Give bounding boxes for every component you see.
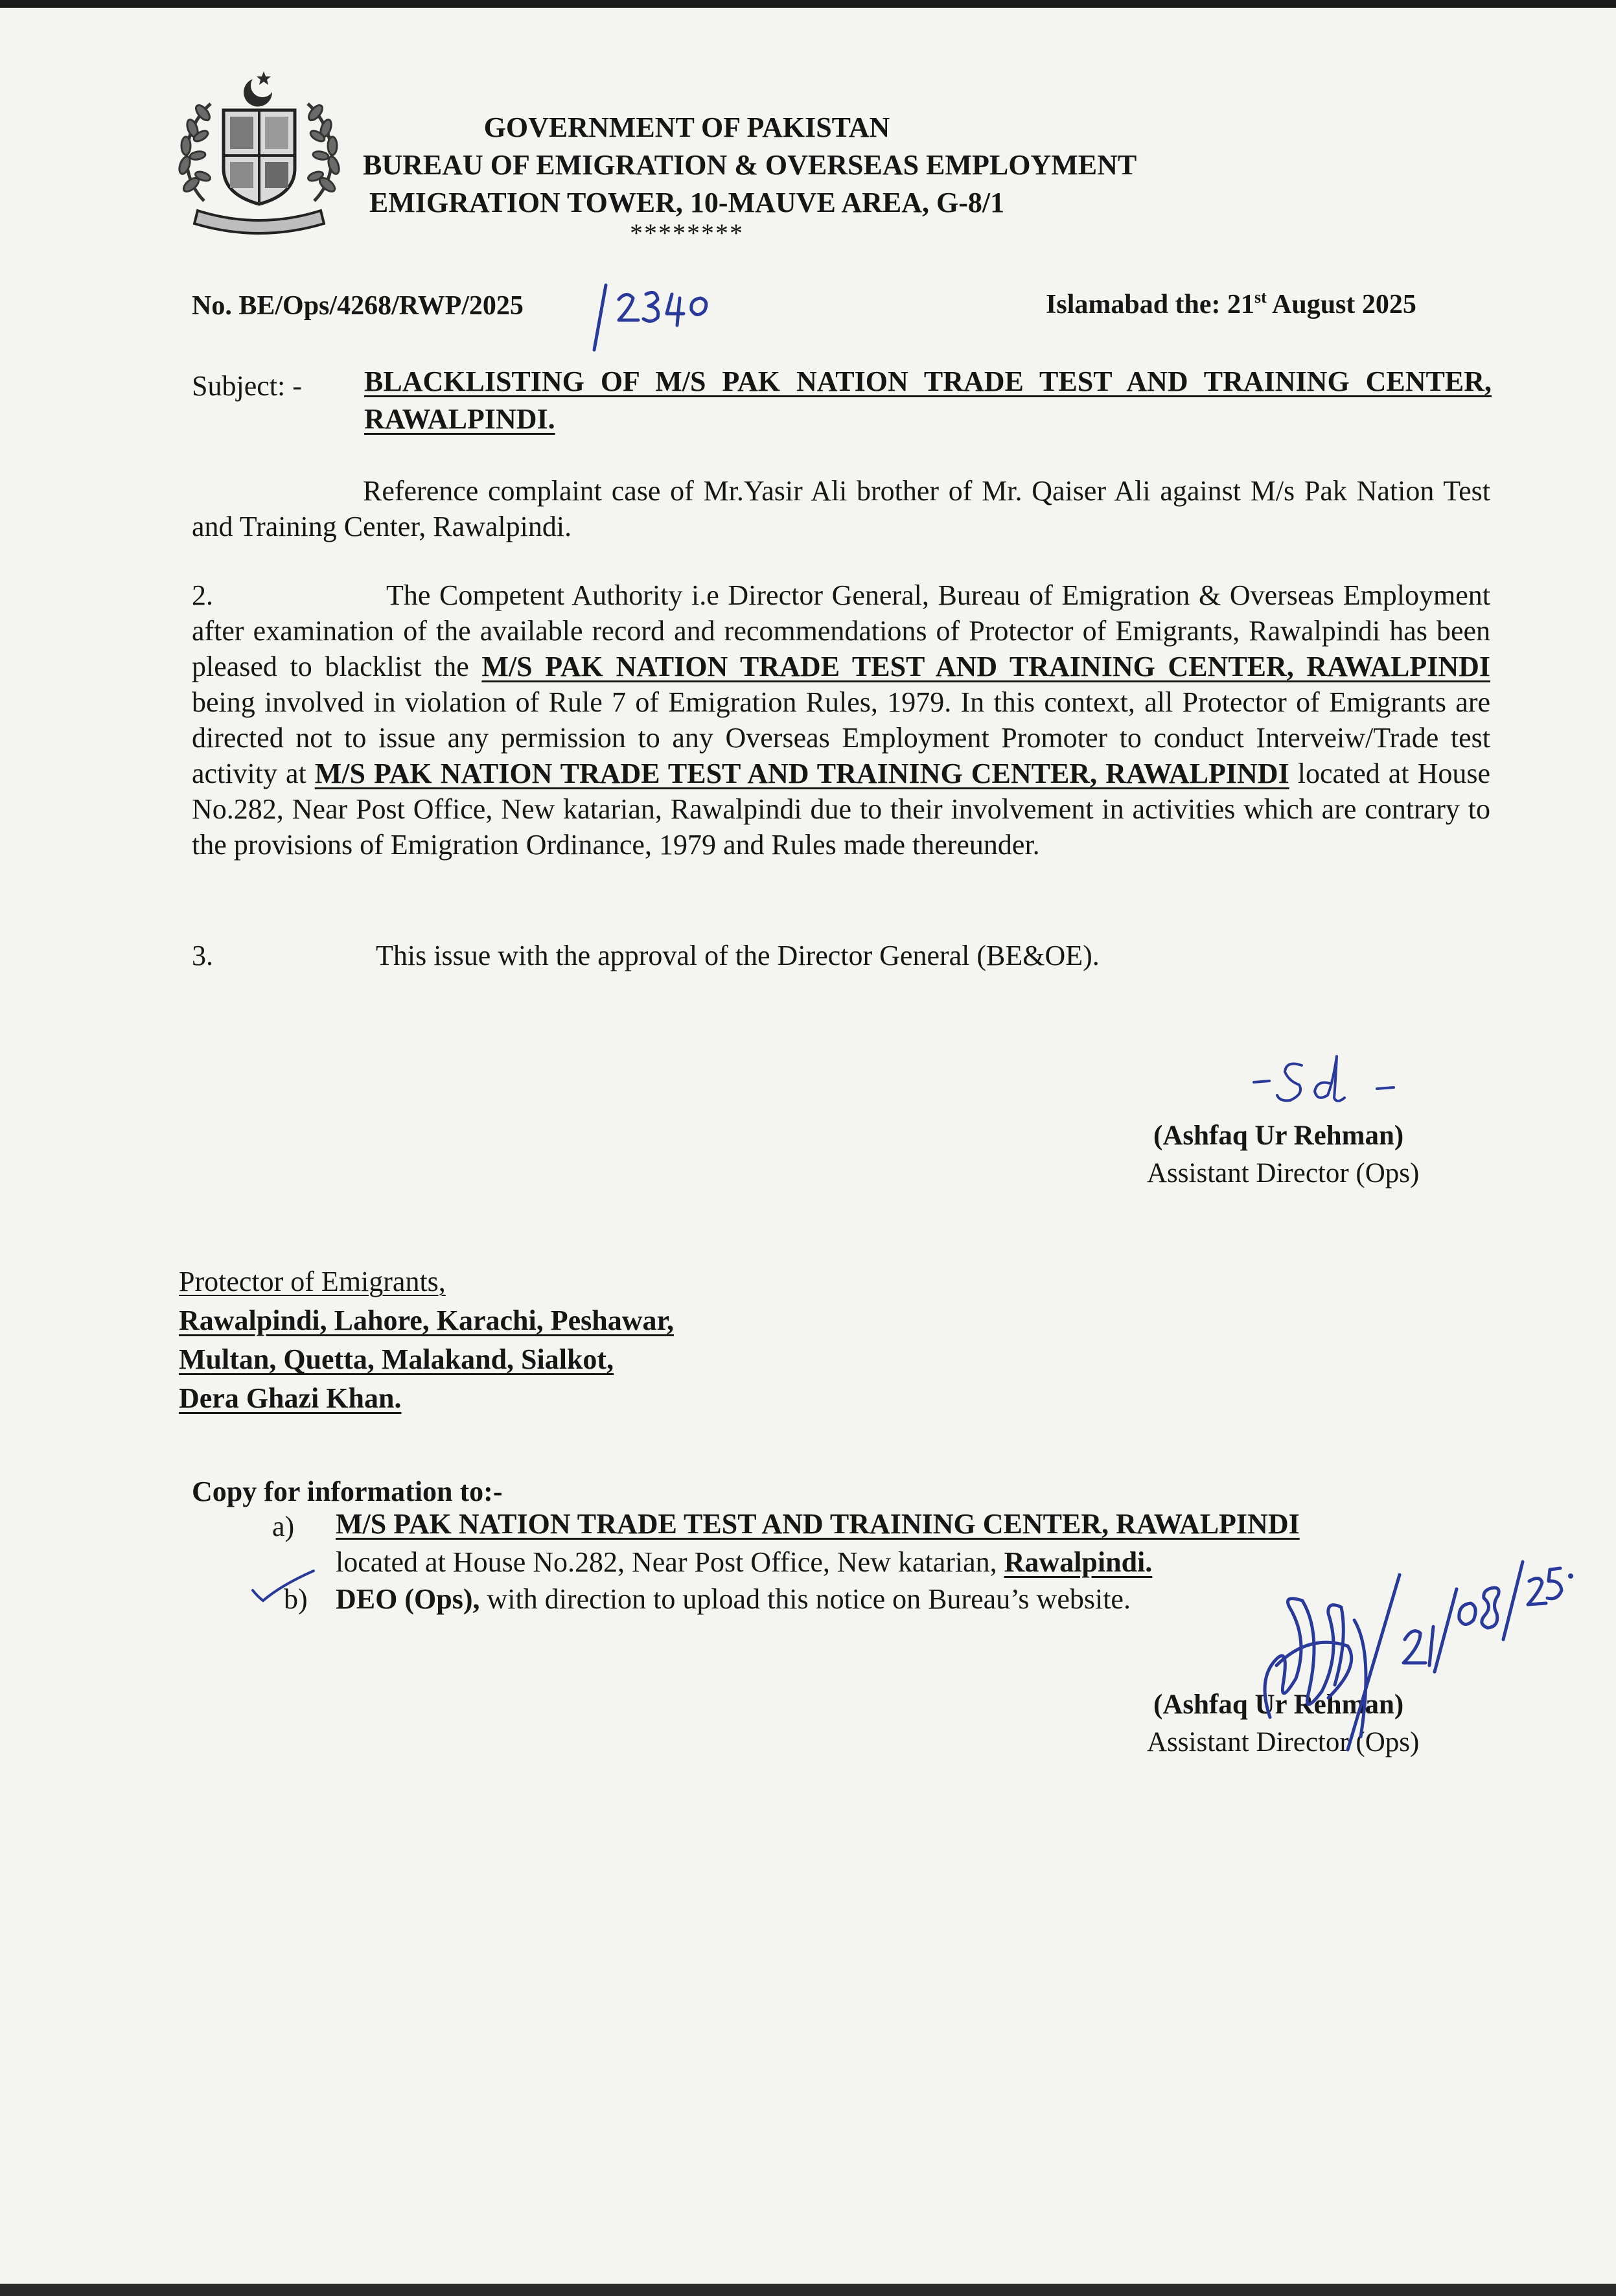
scan-border-top (0, 0, 1616, 8)
letterhead-bureau: BUREAU OF EMIGRATION & OVERSEAS EMPLOYMENT (363, 149, 1137, 181)
handwritten-sd-signature (1247, 1043, 1416, 1115)
signatory-title-2: Assistant Director (Ops) (1147, 1727, 1420, 1757)
copy-item-b-text (336, 1581, 1131, 1618)
distribution-line-2: Rawalpindi, Lahore, Karachi, Peshawar, (179, 1305, 674, 1336)
distribution-line-4: Dera Ghazi Khan. (179, 1382, 402, 1414)
distribution-line-1: Protector of Emigrants, (179, 1266, 446, 1297)
date-month-year: August 2025 (1266, 290, 1416, 319)
letterhead-address: EMIGRATION TOWER, 10-MAUVE AREA, G-8/1 (369, 187, 1005, 218)
subject-title: BLACKLISTING OF M/S PAK NATION TRADE TEST AND TRAINING CENTER, RAWALPINDI. (364, 365, 1492, 435)
copy-item-a-label: a) (272, 1511, 295, 1542)
copy-item-b-recipient: DEO (Ops), (336, 1583, 480, 1615)
handwritten-dispatch-number (586, 266, 755, 363)
copy-item-a-address (336, 1544, 1152, 1581)
reference-number: No. BE/Ops/4268/RWP/2025 (192, 291, 524, 321)
distribution-list (179, 1262, 674, 1418)
paragraph-3-text: This issue with the approval of the Director General (BE&OE). (376, 940, 1100, 971)
copy-item-b-instruction: with direction to upload this notice on Bureau’s website. (479, 1583, 1131, 1615)
paragraph-2-text-c: being involved in violation of Rule 7 of Emigration Rules, 1979. In this context, all Protector of Emigrants are directed not to issue any permission to any Overseas Employment Promoter to conduct Interveiw/Trade test activity at (192, 686, 1490, 789)
copy-item-a-address-text: located at House No.282, Near Post Office, New katarian, (336, 1546, 1004, 1578)
paragraph-3 (192, 938, 1490, 973)
handwritten-signature-with-date (1251, 1536, 1575, 1763)
paragraph-2-text-a: The Competent Authority i.e Director General, Bureau of Emigration & Overseas Employment after examination of the available record and recommendations of Protector of Emigrants, Rawalpindi has been pleased to blacklist the (192, 579, 1490, 682)
subject-text (364, 363, 1492, 438)
paragraph-2-number: 2. (192, 579, 213, 611)
signatory-title: Assistant Director (Ops) (1147, 1158, 1420, 1189)
paragraph-1: Reference complaint case of Mr.Yasir Ali brother of Mr. Qaiser Ali against M/s Pak Nation Test and Training Center, Rawalpindi. (192, 475, 1490, 542)
copy-heading: Copy for information to:- (192, 1476, 503, 1507)
letterhead-stars: ******** (630, 218, 744, 248)
letterhead-government: GOVERNMENT OF PAKISTAN (483, 111, 890, 143)
signatory-name-2: (Ashfaq Ur Rehman) (1153, 1689, 1404, 1720)
letterhead (363, 109, 1137, 248)
subject-label: Subject: - (192, 370, 302, 402)
paragraph-2-company-name-2: M/S PAK NATION TRADE TEST AND TRAINING CENTER, RAWALPINDI (314, 758, 1289, 789)
paragraph-2-text-e: located at House No.282, Near Post Office, New katarian, Rawalpindi due to their involvement in activities which are contrary to the provisions of Emigration Ordinance, 1979 and Rules made thereunder. (192, 758, 1490, 861)
copy-item-a-text: M/S PAK NATION TRADE TEST AND TRAINING CENTER, RAWALPINDI (336, 1508, 1300, 1540)
handwritten-tick-icon (249, 1562, 320, 1614)
date-ordinal: st (1254, 288, 1267, 307)
copy-item-a-city: Rawalpindi. (1004, 1546, 1153, 1578)
paragraph-2-company-name: M/S PAK NATION TRADE TEST AND TRAINING CENTER, RAWALPINDI (481, 651, 1490, 682)
signatory-name: (Ashfaq Ur Rehman) (1153, 1120, 1404, 1151)
paragraph-2 (192, 577, 1490, 863)
paragraph-3-number: 3. (192, 940, 213, 971)
distribution-line-3: Multan, Quetta, Malakand, Sialkot, (179, 1343, 614, 1375)
scan-border-bottom (0, 2284, 1616, 2296)
date-day: Islamabad the: 21 (1046, 290, 1255, 319)
letter-date (1046, 288, 1416, 320)
copy-item-b-label: b) (284, 1583, 308, 1615)
pakistan-state-emblem-icon (165, 65, 353, 240)
